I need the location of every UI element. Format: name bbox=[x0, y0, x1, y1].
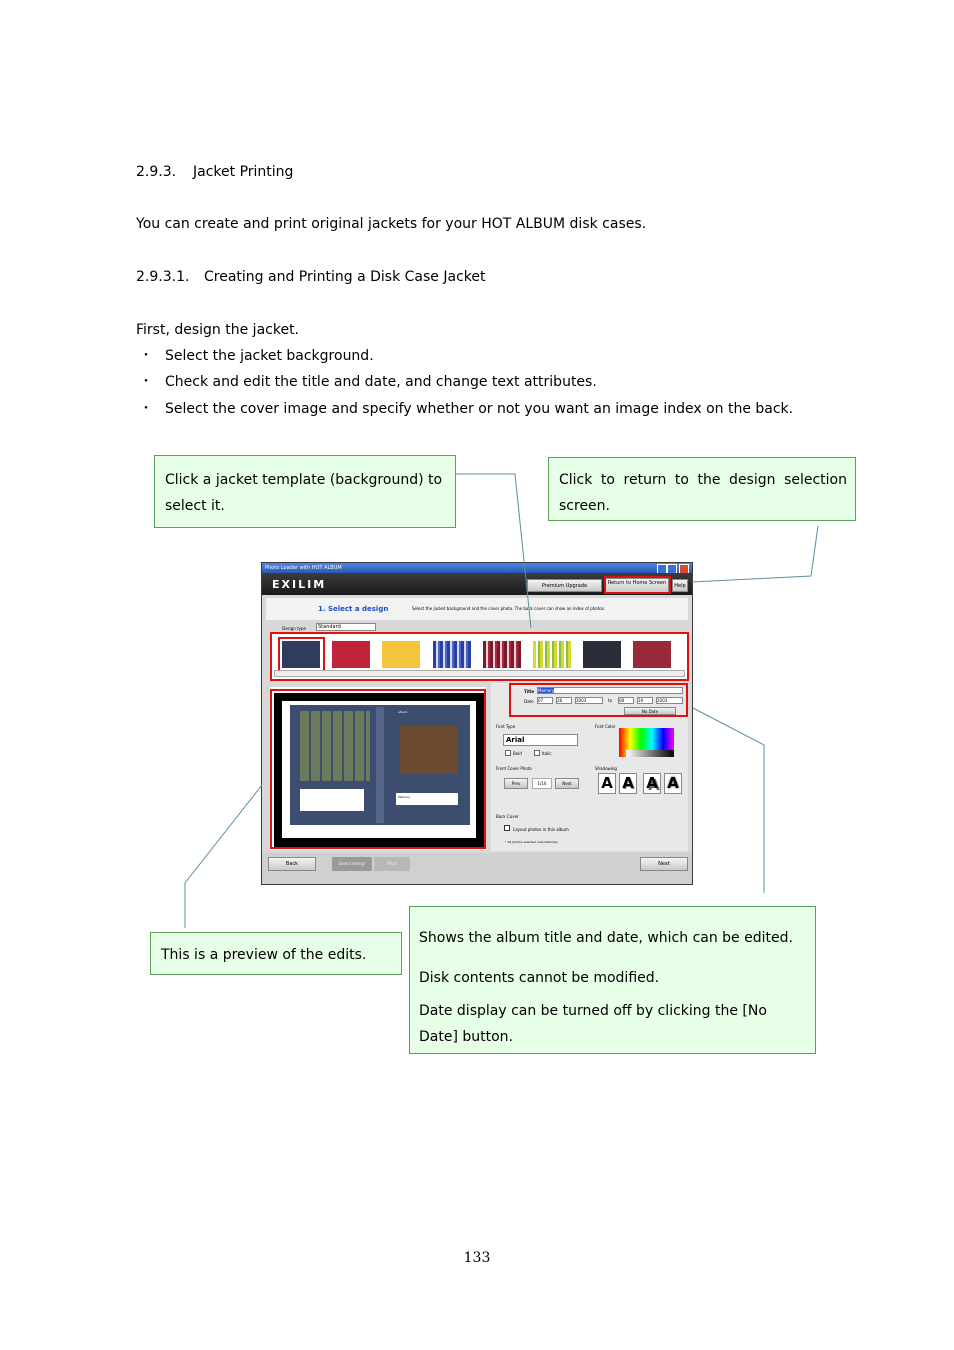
steps-lead: First, design the jacket. bbox=[136, 322, 300, 338]
section-number: 2.9.3. bbox=[136, 164, 177, 180]
leader-line-return bbox=[692, 526, 818, 582]
breadcrumb-step-1: Select design bbox=[332, 857, 372, 871]
back-button[interactable]: Back bbox=[268, 857, 316, 871]
date-to-month[interactable]: 08 bbox=[618, 697, 634, 704]
title-value: Memory bbox=[538, 688, 555, 693]
shadowing-label: Shadowing bbox=[595, 766, 617, 771]
prev-photo-button[interactable]: Prev bbox=[504, 778, 528, 789]
shadow-option[interactable]: A bbox=[643, 773, 661, 794]
shadow-option[interactable]: A bbox=[619, 773, 637, 794]
subsection-number: 2.9.3.1. bbox=[136, 269, 190, 285]
page-number: 133 bbox=[463, 1250, 491, 1266]
callout-return-text: Click to return to the design selection screen. bbox=[559, 472, 847, 514]
callout-title-text-2: Disk contents cannot be modified. bbox=[419, 970, 660, 986]
front-cover-label: Front Cover Photo bbox=[496, 766, 532, 771]
back-cover-label: Back Cover bbox=[496, 814, 519, 819]
bullet-marker: ・ bbox=[139, 348, 153, 364]
section-intro: You can create and print original jackets for your HOT ALBUM disk cases. bbox=[136, 216, 647, 232]
date-from-year[interactable]: 2003 bbox=[575, 697, 603, 704]
layout-photos-label: Layout photos in this album bbox=[513, 827, 569, 832]
shadow-option[interactable]: A bbox=[598, 773, 616, 794]
font-select[interactable]: Arial bbox=[503, 734, 578, 746]
no-date-button[interactable]: No Date bbox=[624, 707, 676, 715]
jacket-brand: album bbox=[398, 710, 408, 714]
step-item: Select the jacket background. bbox=[165, 348, 374, 364]
bullet-marker: ・ bbox=[139, 401, 153, 417]
callout-title-text-1: Shows the album title and date, which can be edited. bbox=[419, 930, 793, 946]
breadcrumb-step-2: Print bbox=[374, 857, 410, 871]
date-to-day[interactable]: 19 bbox=[637, 697, 653, 704]
subsection-title: Creating and Printing a Disk Case Jacket bbox=[204, 269, 486, 285]
step-hint: Select the jacket background and the cover photo. The back cover can show an index of photos. bbox=[412, 606, 606, 611]
date-label: Date bbox=[524, 699, 534, 704]
exilim-logo: EXILIM bbox=[272, 578, 327, 591]
step-item: Check and edit the title and date, and change text attributes. bbox=[165, 374, 597, 390]
window-title: Photo Loader with HOT ALBUM bbox=[265, 565, 342, 571]
shadow-option[interactable]: A bbox=[664, 773, 682, 794]
next-button[interactable]: Next bbox=[640, 857, 688, 871]
step-heading: 1. Select a design bbox=[318, 605, 389, 613]
help-button[interactable]: Help bbox=[672, 579, 688, 592]
auto-select-note: * 16 photos selected automatically. bbox=[505, 840, 558, 844]
bullet-marker: ・ bbox=[139, 374, 153, 390]
leader-line-template bbox=[456, 474, 531, 628]
date-to-label: to bbox=[608, 698, 613, 703]
premium-upgrade-button[interactable]: Premium Upgrade bbox=[527, 579, 602, 592]
font-color-label: Font Color bbox=[595, 724, 616, 729]
section-title: Jacket Printing bbox=[193, 164, 294, 180]
design-type-label: Design type bbox=[282, 626, 307, 631]
page-counter: 1/16 bbox=[532, 778, 552, 789]
return-home-button[interactable]: Return to Home Screen bbox=[605, 578, 669, 593]
date-to-year[interactable]: 2003 bbox=[656, 697, 683, 704]
bold-label: Bold bbox=[513, 751, 522, 756]
title-label: Title bbox=[524, 689, 535, 694]
leader-line-title bbox=[693, 708, 764, 893]
step-item: Select the cover image and specify whether or not you want an image index on the back. bbox=[165, 401, 794, 417]
leader-line-preview bbox=[185, 785, 262, 928]
callout-template-text: Click a jacket template (background) to select it. bbox=[165, 472, 443, 514]
callout-preview-text: This is a preview of the edits. bbox=[161, 947, 367, 963]
italic-label: Italic bbox=[542, 751, 552, 756]
next-photo-button[interactable]: Next bbox=[555, 778, 579, 789]
callout-title-text-3: Date display can be turned off by clicking the [No Date] button. bbox=[419, 1003, 767, 1045]
date-from-month[interactable]: 07 bbox=[537, 697, 553, 704]
design-type-select[interactable]: Standard bbox=[316, 623, 376, 631]
font-type-label: Font Type bbox=[496, 724, 516, 729]
jacket-title: Memory bbox=[398, 795, 411, 799]
date-from-day[interactable]: 28 bbox=[556, 697, 572, 704]
